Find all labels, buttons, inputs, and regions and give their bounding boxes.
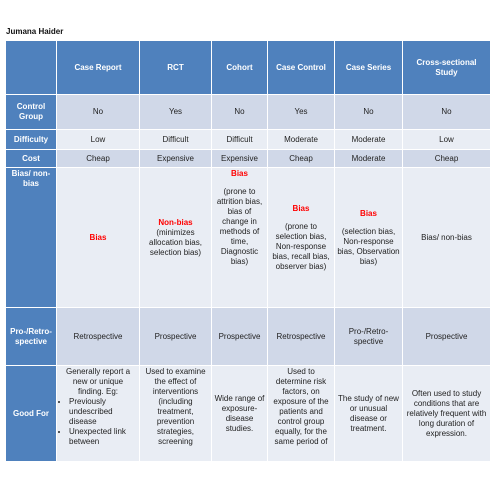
header-case-report: Case Report [57, 41, 140, 95]
header-case-control: Case Control [268, 41, 335, 95]
good-for-list [59, 397, 137, 447]
bias-detail: (selection bias, Non-response bias, Observation bias) [337, 226, 400, 266]
table-cell: No [212, 95, 268, 130]
table-cell [335, 168, 403, 308]
row-label-difficulty: Difficulty [6, 130, 57, 150]
table-cell: Cheap [403, 150, 491, 168]
table-cell: Cheap [268, 150, 335, 168]
table-cell: Often used to study conditions that are relatively frequent with long duration of expression. [403, 366, 491, 462]
table-cell: Moderate [335, 150, 403, 168]
row-label-bias: Bias/ non-bias [6, 168, 57, 308]
table-cell: Yes [268, 95, 335, 130]
header-rct: RCT [140, 41, 212, 95]
header-case-series: Case Series [335, 41, 403, 95]
table-cell: Moderate [335, 130, 403, 150]
table-cell: Cheap [57, 150, 140, 168]
table-cell: No [57, 95, 140, 130]
table-cell [140, 168, 212, 308]
good-for-intro: Generally report a new or unique finding. Eg: [65, 367, 131, 396]
row-label-cost: Cost [6, 150, 57, 168]
table-cell [57, 366, 140, 462]
table-cell [57, 168, 140, 308]
bias-detail: (prone to selection bias, Non-response bias, recall bias, observer bias) [272, 221, 330, 271]
header-cross-sectional: Cross-sectional Study [403, 41, 491, 95]
table-cell: Low [57, 130, 140, 150]
non-bias-title: Non-bias [158, 217, 193, 227]
row-pro-retro [6, 308, 491, 366]
table-cell [268, 168, 335, 308]
row-bias [6, 168, 491, 308]
table-cell: Retrospective [268, 308, 335, 366]
header-corner [6, 41, 57, 95]
row-control-group [6, 95, 491, 130]
row-cost [6, 150, 491, 168]
header-cohort: Cohort [212, 41, 268, 95]
table-cell: Wide range of exposure-disease studies. [212, 366, 268, 462]
table-cell: Difficult [212, 130, 268, 150]
row-good-for [6, 366, 491, 462]
bias-title: Bias [360, 208, 377, 218]
list-item: • Previously undescribed disease [69, 397, 137, 427]
table-cell: Low [403, 130, 491, 150]
bias-detail: (minimizes allocation bias, selection bias) [149, 227, 202, 257]
table-cell: No [335, 95, 403, 130]
table-cell: The study of new or unusual disease or treatment. [335, 366, 403, 462]
table-cell: Prospective [212, 308, 268, 366]
table-cell: No [403, 95, 491, 130]
header-row [6, 41, 491, 95]
row-difficulty [6, 130, 491, 150]
bias-title: Bias [231, 169, 248, 178]
study-design-table [5, 40, 491, 462]
row-label-good-for: Good For [6, 366, 57, 462]
author-name: Jumana Haider [6, 27, 64, 36]
row-label-control-group: Control Group [6, 95, 57, 130]
table-cell: Prospective [140, 308, 212, 366]
table-cell: Moderate [268, 130, 335, 150]
table-cell: Bias/ non-bias [403, 168, 491, 308]
table-cell: Prospective [403, 308, 491, 366]
row-label-pro-retro: Pro-/Retro-spective [6, 308, 57, 366]
table-cell: Used to determine risk factors, on exposure of the patients and control group equally, for the same period of [268, 366, 335, 462]
table-cell: Retrospective [57, 308, 140, 366]
table-cell: Difficult [140, 130, 212, 150]
list-item: • Unexpected link between [69, 427, 137, 447]
bias-title: Bias [89, 232, 107, 242]
table-cell [212, 168, 268, 308]
bias-detail: (prone to attrition bias, bias of change in methods of time, Diagnostic bias) [216, 187, 263, 266]
table-cell: Expensive [212, 150, 268, 168]
table-cell: Yes [140, 95, 212, 130]
table-cell: Used to examine the effect of interventions (including treatment, prevention strategies, screening [140, 366, 212, 462]
bias-title: Bias [292, 203, 310, 213]
table-cell: Expensive [140, 150, 212, 168]
table-cell: Pro-/Retro-spective [335, 308, 403, 366]
